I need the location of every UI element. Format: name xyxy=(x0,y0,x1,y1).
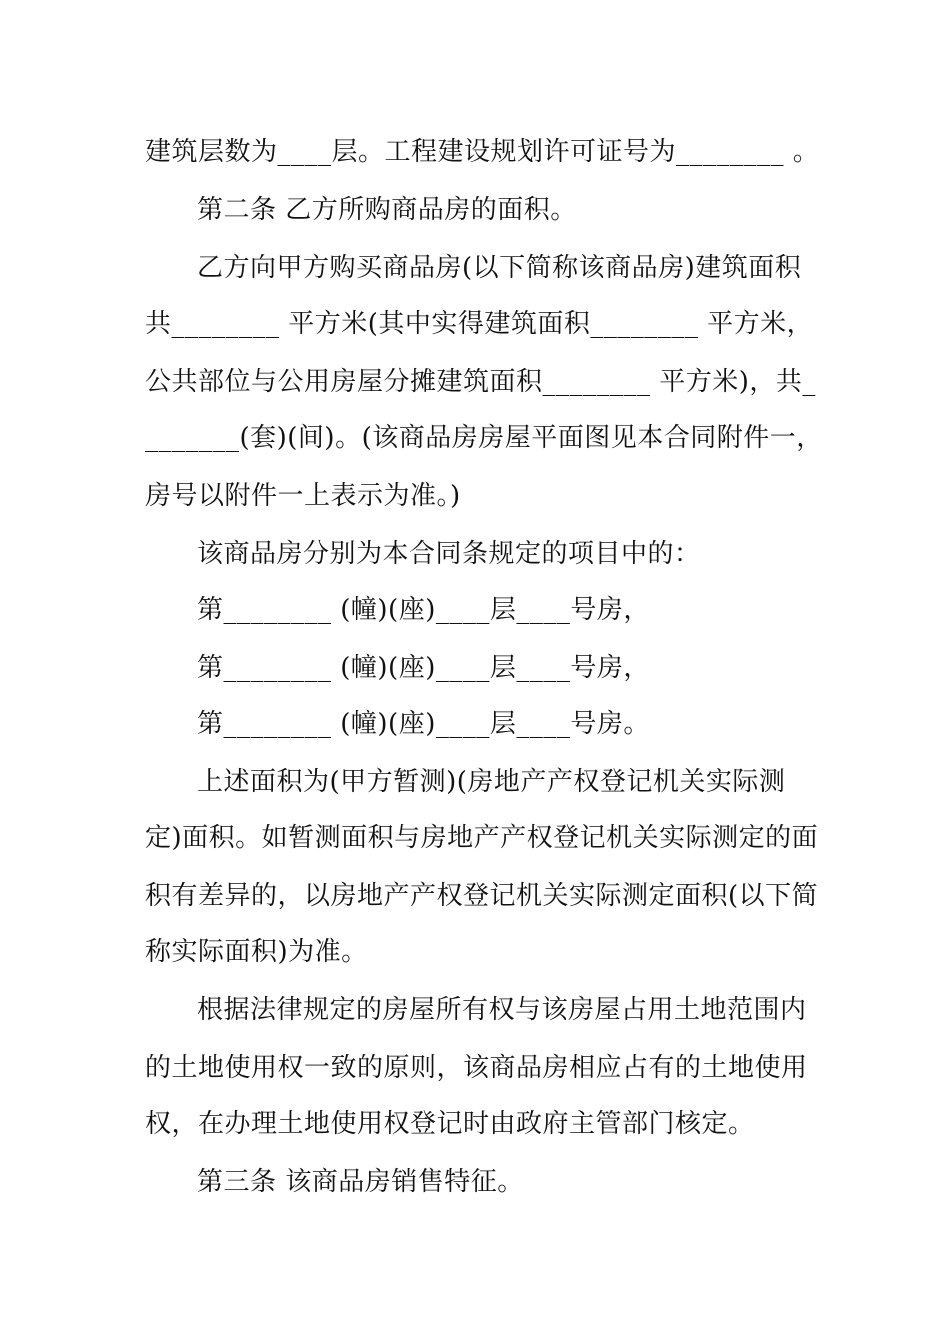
text-line-8: 该商品房分别为本合同条规定的项目中的： xyxy=(197,539,701,569)
text-line-13: 定)面积。如暂测面积与房地产产权登记机关实际测定的面 xyxy=(145,823,819,853)
text-line-16: 根据法律规定的房屋所有权与该房屋占用土地范围内 xyxy=(197,995,807,1025)
room-line-2: 第________ (幢)(座)____层____号房， xyxy=(197,653,650,683)
text-line-3: 乙方向甲方购买商品房(以下简称该商品房)建筑面积 xyxy=(197,253,802,283)
text-line-17: 的土地使用权一致的原则，该商品房相应占有的土地使用 xyxy=(145,1053,808,1083)
text-line-18: 权，在办理土地使用权登记时由政府主管部门核定。 xyxy=(145,1109,755,1139)
article-3-heading: 第三条 该商品房销售特征。 xyxy=(197,1167,524,1197)
text-line-5: 公共部位与公用房屋分摊建筑面积________ 平方米)，共_ xyxy=(145,367,816,397)
text-line-14: 积有差异的，以房地产产权登记机关实际测定面积(以下简 xyxy=(145,881,819,911)
room-line-3: 第________ (幢)(座)____层____号房。 xyxy=(197,709,650,739)
text-line-6: _______(套)(间)。(该商品房房屋平面图见本合同附件一， xyxy=(145,423,823,453)
text-line-4: 共________ 平方米(其中实得建筑面积________ 平方米， xyxy=(145,309,814,339)
text-line-15: 称实际面积)为准。 xyxy=(145,937,368,967)
text-line-1: 建筑层数为____层。工程建设规划许可证号为________ 。 xyxy=(145,137,820,167)
text-line-12: 上述面积为(甲方暂测)(房地产产权登记机关实际测 xyxy=(197,767,786,797)
article-2-heading: 第二条 乙方所购商品房的面积。 xyxy=(197,195,577,225)
text-line-7: 房号以附件一上表示为准。) xyxy=(145,481,461,511)
room-line-1: 第________ (幢)(座)____层____号房， xyxy=(197,595,650,625)
